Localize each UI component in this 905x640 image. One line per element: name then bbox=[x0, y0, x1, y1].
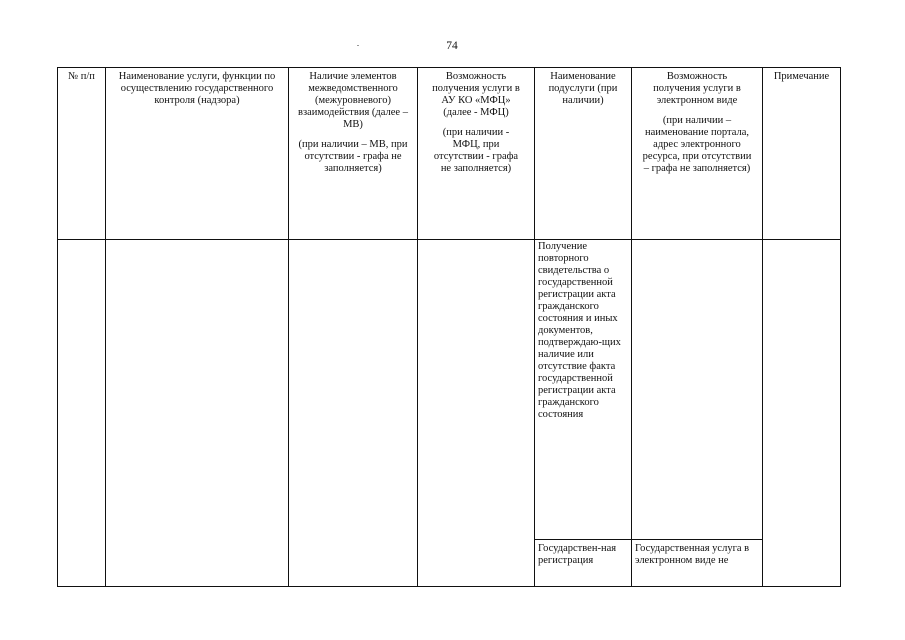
subservice-cell: Получение повторного свидетельства о государственной регистрации акта гражданского состояния и иных документов, подтверждаю-щих наличие или отсутствие факта государственной регистрации акта гражданского состояния bbox=[538, 241, 621, 420]
header-interaction: Наличие элементов межведомственного (межуровневого) взаимодействия (далее – МВ) (при наличии – МВ, при отсутствии - графа не заполняется) bbox=[298, 71, 408, 174]
header-mfc: Возможность получения услуги в АУ КО «МФЦ» (далее - МФЦ) (при наличии - МФЦ, при отсутствии - графа не заполняется) bbox=[432, 71, 520, 174]
header-number: № п/п bbox=[68, 71, 95, 82]
table-border-left bbox=[57, 67, 58, 587]
header-note: Примечание bbox=[773, 71, 830, 82]
header-bottom-line bbox=[57, 239, 841, 240]
electronic-cell: Государственная услуга в электронном виде не bbox=[635, 543, 750, 566]
table-border-right bbox=[840, 67, 841, 587]
row-divider bbox=[534, 539, 763, 540]
table-border-bottom bbox=[57, 586, 841, 587]
header-electronic: Возможность получения услуги в электронном виде (при наличии – наименование портала, адрес электронного ресурса, при отсутствии – графа не заполняется) bbox=[642, 71, 752, 174]
header-service-name: Наименование услуги, функции по осуществлению государственного контроля (надзора) bbox=[118, 71, 276, 106]
scan-dot bbox=[357, 45, 359, 46]
services-table bbox=[57, 67, 841, 587]
column-divider bbox=[105, 67, 106, 587]
page-number: 74 bbox=[446, 40, 458, 52]
table-border-top bbox=[57, 67, 841, 68]
header-subservice: Наименование подуслуги (при наличии) bbox=[548, 71, 618, 106]
subservice-cell: Государствен-ная регистрация bbox=[538, 543, 617, 566]
column-divider bbox=[762, 67, 763, 587]
